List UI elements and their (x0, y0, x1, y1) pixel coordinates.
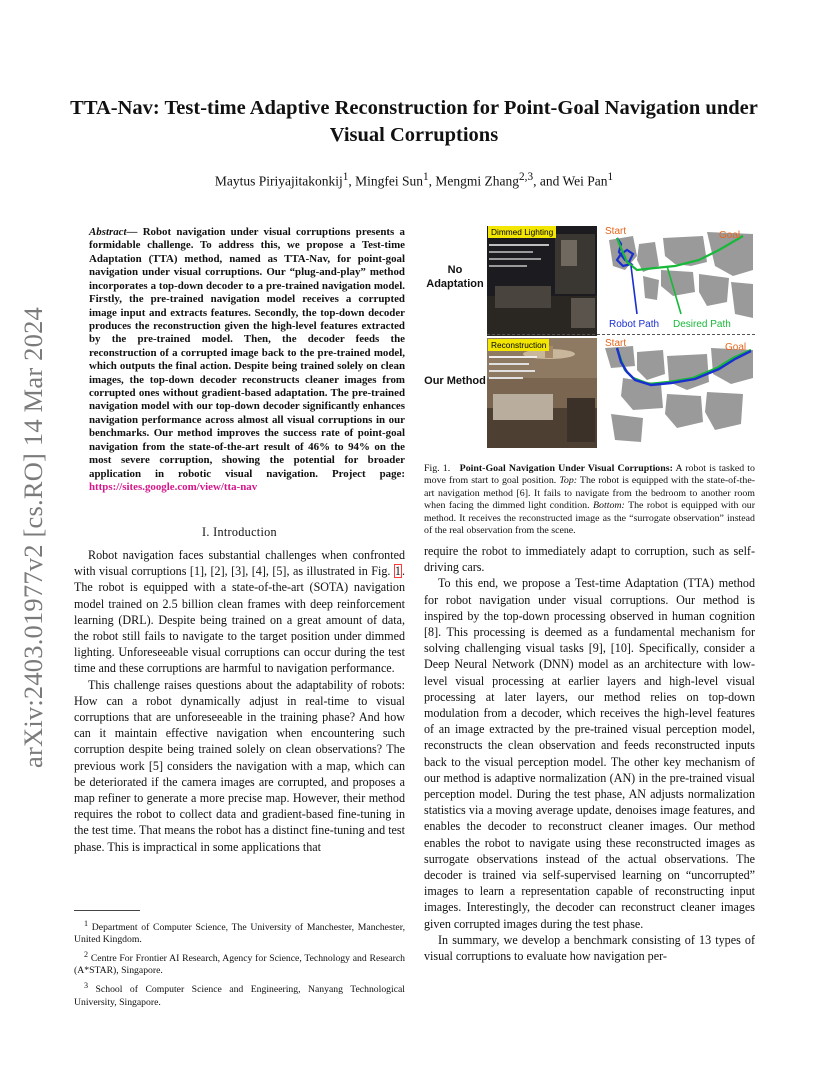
start-label: Start (605, 226, 627, 237)
abstract-label: Abstract (89, 226, 127, 238)
footnote-mark: 1 (84, 919, 89, 928)
dimmed-observation-image (487, 226, 597, 336)
abstract: Abstract— Robot navigation under visual corruptions presents a formidable challenge. To address this, we propose a Test-time Adaptation (TTA) method, named as TTA-Nav, for point-goal navigation under visual corruptions. Our “plug-and-play” method incorporates a top-down decoder to a pre-trained navigation model. Firstly, the pre-trained navigation model receives a corrupted image input and extracts features. Secondly, the top-down decoder produces the reconstruction given the high-level features extracted by the pre-trained model. Then, the decoder feeds the reconstruction of a corrupted image back to the pre-trained model, which outputs the final action. Despite being trained solely on clean images, the top-down decoder reconstructs cleaner images from corrupted ones without gradient-based adaptation. The pre-trained navigation model with our top-down decoder significantly enhances navigation performance across almost all visual corruptions in our benchmarks. Our method improves the success rate of point-goal navigation from the state-of-the-art result of 46% to 94% on the most severe corruption, showing the potential for broader application in robotic visual navigation. Project page: https://sites.google.com/view/tta-nav (89, 226, 405, 494)
bedroom-scene-reconstructed (487, 338, 597, 448)
top-down-map-our-method (603, 338, 755, 448)
affiliation-mark: 2,3 (519, 171, 534, 183)
footnote (74, 918, 405, 946)
affiliation-mark: 1 (607, 171, 614, 183)
author-name: and Wei Pan (539, 173, 608, 189)
caption-text: A robot is tasked to move from start to goal position. (424, 463, 755, 487)
footnote (74, 980, 405, 1008)
figure-row-divider (487, 334, 755, 335)
author-list: Maytus Piriyajitakonkij$^1$, Mingfei Sun$^1$, Mengmi Zhang$^{2,3}$, and Wei Pan$^1$ (214, 171, 614, 189)
start-label: Start (605, 338, 627, 349)
figure-caption (424, 463, 755, 537)
figure-number: Fig. 1. (424, 463, 451, 474)
caption-top-label: Top: (559, 475, 578, 487)
paragraph (74, 547, 405, 677)
goal-label: Goal (725, 342, 747, 353)
abstract-text: Robot navigation under visual corruptions presents a formidable challenge. To address this, we propose a Test-time Adaptation (TTA) method, named as TTA-Nav, for point-goal navigation under visual corruptions. Our “plug-and-play” method incorporates a top-down decoder to a pre-trained navigation model. Firstly, the pre-trained navigation model receives a corrupted image input and extracts features. Secondly, the top-down decoder produces the reconstruction given the high-level features extracted by the pre-trained model. Then, the decoder feeds the reconstruction of a corrupted image back to the pre-trained model, which outputs the final action. Despite being trained solely on clean images, the top-down decoder reconstructs cleaner images from corrupted ones without gradient-based adaptation. The pre-trained navigation model with our top-down decoder significantly enhances navigation performance across almost all visual corruptions in our benchmarks. Our method improves the success rate of point-goal navigation from the state-of-the-art result of 46% to 94% on the most severe corruption, showing the potential for broader application in robotic visual navigation. Project page: (89, 226, 405, 480)
paragraph: To this end, we propose a Test-time Adaptation (TTA) method for robot navigation under visual corruptions. Our method is inspired by the top-down processing observed in human cognition [8]. This processing is deemed as a fundamental mechanism for solving challenging visual tasks [9], [10]. Specifically, consider a Deep Neural Network (DNN) model as an architecture with low-level visual processing at earlier layers and high-level visual processing at later layers, our method relies on top-down modulation from a decoder, which receives the high-level features of an image extracted by the pre-trained visual perception model, reconstructs the clean observation and feeds reconstructed inputs back to the visual perception model. The other key mechanism of our method is adaptive normalization (AN) in the pre-trained visual perception model. During the test phase, AN adjusts normalization statistics via a moving average update, denoises image features, and enables the decoder to reconstruct cleaner images. Our method enables the robot to navigate using these reconstructed images as surrogate observations instead of the actual observations. The decoder is trained via self-supervised learning on “uncorrupted” images to learn a representation capable of reconstructing input images. Interestingly, the decoder can reconstruct cleaner images given corrupted images during the test phase. (424, 576, 755, 931)
section-heading: I. Introduction (202, 525, 277, 539)
reconstruction-badge: Reconstruction (488, 339, 549, 351)
goal-label: Goal (719, 230, 741, 241)
affiliation-mark: 1 (342, 171, 349, 183)
right-column-text (424, 543, 755, 964)
author-name: Maytus Piriyajitakonkij (214, 173, 343, 189)
dimmed-lighting-badge: Dimmed Lighting (488, 226, 556, 238)
author-name: Mingfei Sun (355, 173, 424, 189)
paragraph: In summary, we develop a benchmark consisting of 13 types of visual corruptions to evaluate how navigation per- (424, 932, 755, 964)
figure-reference-link[interactable]: 1 (394, 564, 401, 579)
robot-path-legend: Robot Path (609, 319, 660, 330)
footnote-text: Department of Computer Science, The University of Manchester, Manchester, United Kingdom. (74, 922, 405, 946)
caption-title: Point-Goal Navigation Under Visual Corruptions: (459, 463, 673, 474)
introduction-text (74, 547, 405, 855)
footnotes (74, 918, 405, 1012)
paragraph-text: . The robot is equipped with a state-of-the-art (SOTA) navigation model trained on 2.5 billion clean frames with deep reinforcement learning (DRL). Despite being trained on a great amount of data, the robot still fails to navigate to the target position under dimmed lighting. Unforeseeable visual corruptions can occur during the test time and these corruptions are harmful to navigation performance. (74, 564, 405, 676)
caption-text: The robot is equipped with the state-of-the-art navigation method [6]. It fails to navigate from the bedroom to another room when facing the dimmed light condition. (424, 475, 755, 512)
top-down-map-no-adaptation (603, 226, 755, 336)
footnote-mark: 3 (84, 981, 89, 991)
desired-path-legend: Desired Path (673, 319, 731, 330)
caption-text: The robot is equipped with our method. It receives the reconstructed image as the “surrogate observation” instead of the real observation from the scene. (424, 500, 755, 537)
row-label-our-method: Our Method (424, 375, 486, 387)
bedroom-scene-dark (487, 226, 597, 336)
arxiv-identifier: arXiv:2403.01977v2 [cs.RO] 14 Mar 2024 (18, 307, 48, 768)
footnote-rule (74, 910, 140, 911)
project-page-link[interactable]: https://sites.google.com/view/tta-nav (89, 481, 258, 494)
author-name: Mengmi Zhang (435, 173, 520, 189)
footnote-text: School of Computer Science and Engineering, Nanyang Technological University, Singapore. (74, 984, 405, 1008)
caption-bottom-label: Bottom: (593, 500, 625, 512)
footnote-mark: 2 (84, 950, 89, 960)
paragraph: require the robot to immediately adapt to corruption, such as self-driving cars. (424, 544, 755, 575)
paper-title: TTA-Nav: Test-time Adaptive Reconstruction for Point-Goal Navigation under Visual Corruptions (70, 97, 758, 146)
paragraph-text: Robot navigation faces substantial challenges when confronted with visual corruptions [1], [2], [3], [4], [5], as illustrated in Fig. (74, 548, 405, 579)
affiliation-mark: 1 (423, 171, 429, 183)
reconstruction-image (487, 338, 597, 448)
footnote-text: Centre For Frontier AI Research, Agency for Science, Technology and Research (A*STAR), Singapore. (74, 953, 406, 977)
footnote (74, 949, 405, 977)
row-label-no-adaptation: No Adaptation (426, 264, 484, 290)
paragraph: This challenge raises questions about the adaptability of robots: How can a robot dynamically adjust in real-time to visual corruptions that are unforeseeable in the training phase? And how can it maintain effective navigation when encountering such corruption despite being trained solely on clean observations? The previous work [5] considers the navigation with a map, which can be deteriorated if the camera images are corrupted, and proposes a map refiner to generate a more precise map. However, their method requires the robot to collect data and gradient-based fine-tuning in the test time. That means the robot has a distinct fine-tuning and test phase. This is impractical in some applications that (74, 677, 405, 854)
